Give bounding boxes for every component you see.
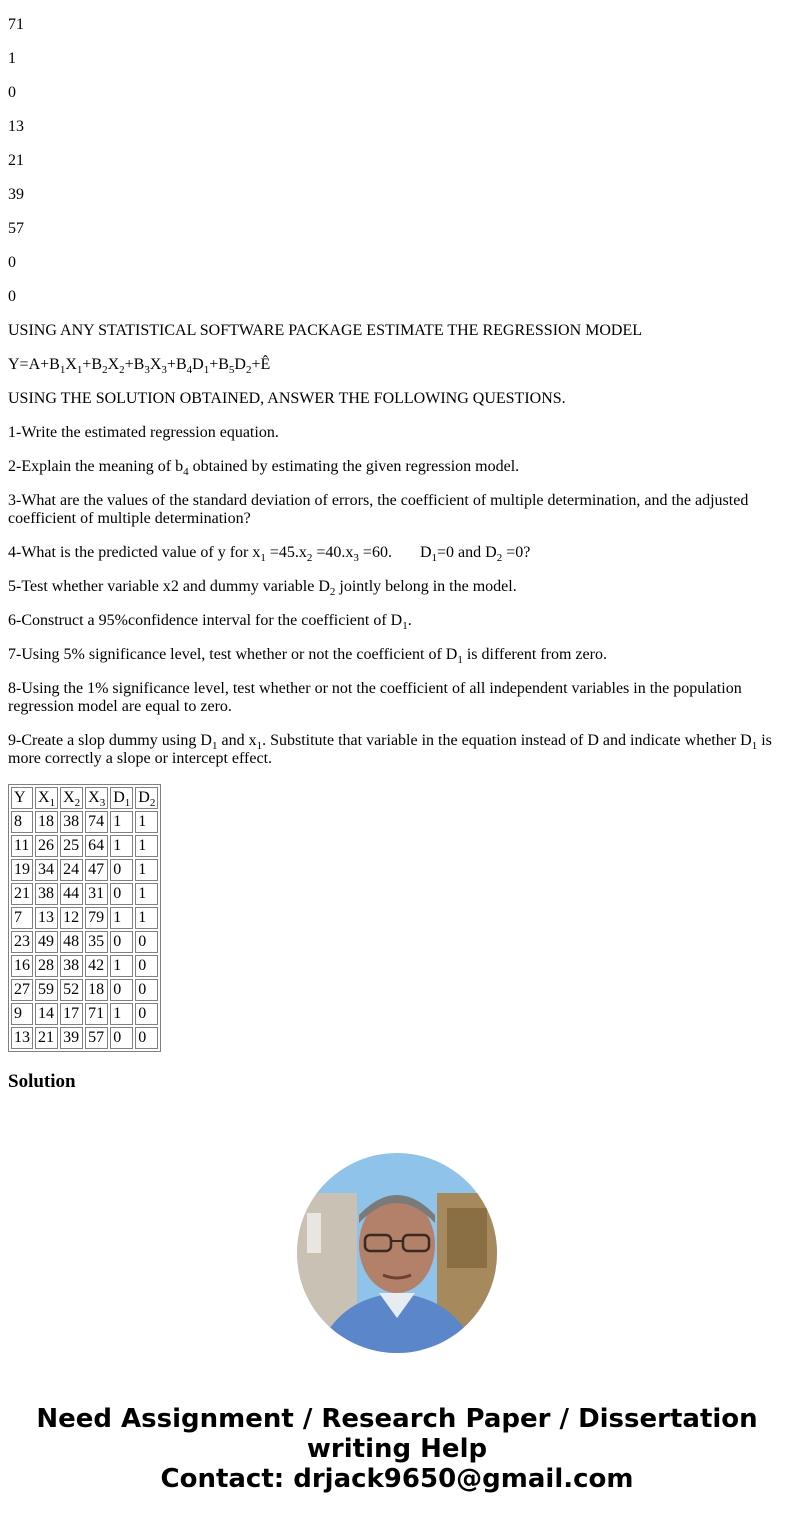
table-cell: 1: [110, 955, 133, 977]
column-header: $D_2$: [135, 787, 158, 809]
table-cell: 74: [85, 811, 108, 833]
table-row: [11, 955, 158, 977]
table-cell: 27: [11, 979, 33, 1001]
table-row: [11, 979, 158, 1001]
column-header: $X_2$: [60, 787, 83, 809]
table-cell: 0: [135, 955, 158, 977]
question-3: 3-What are the values of the standard deviation of errors, the coefficient of multiple determination, and the adjusted coefficient of multiple determination?: [8, 492, 749, 527]
top-number: 21: [8, 152, 24, 169]
table-cell: 17: [60, 1003, 83, 1025]
table-cell: 0: [110, 859, 133, 881]
table-cell: 1: [135, 811, 158, 833]
author-photo-illustration: [297, 1153, 497, 1353]
top-number: 13: [8, 118, 24, 135]
table-cell: 79: [85, 907, 108, 929]
question-7: 7-Using 5% significance level, test whether or not the coefficient of $D_1$ is different from zero.: [8, 646, 607, 666]
table-cell: 1: [110, 811, 133, 833]
table-cell: 16: [11, 955, 33, 977]
table-cell: 64: [85, 835, 108, 857]
instruction-text: USING ANY STATISTICAL SOFTWARE PACKAGE ESTIMATE THE REGRESSION MODEL: [8, 322, 643, 339]
top-number: 0: [8, 288, 16, 305]
table-cell: 24: [60, 859, 83, 881]
table-cell: 1: [110, 907, 133, 929]
table-cell: 23: [11, 931, 33, 953]
table-cell: 1: [135, 859, 158, 881]
question-1: 1-Write the estimated regression equation.: [8, 424, 279, 441]
table-cell: 18: [85, 979, 108, 1001]
table-cell: 21: [35, 1027, 58, 1049]
table-cell: 1: [110, 835, 133, 857]
table-cell: 19: [11, 859, 33, 881]
table-cell: 39: [60, 1027, 83, 1049]
table-cell: 11: [11, 835, 33, 857]
table-cell: 0: [110, 931, 133, 953]
table-cell: 12: [60, 907, 83, 929]
table-cell: 25: [60, 835, 83, 857]
table-cell: 28: [35, 955, 58, 977]
top-number: 0: [8, 254, 16, 271]
table-cell: 0: [135, 1003, 158, 1025]
table-cell: 0: [110, 883, 133, 905]
table-cell: 0: [135, 931, 158, 953]
table-cell: 49: [35, 931, 58, 953]
table-cell: 9: [11, 1003, 33, 1025]
question-2: 2-Explain the meaning of $b_4$ obtained by estimating the given regression model.: [8, 458, 520, 478]
column-header: $X_1$: [35, 787, 58, 809]
top-number: 0: [8, 84, 16, 101]
top-number: 39: [8, 186, 24, 203]
table-cell: 31: [85, 883, 108, 905]
table-row: [11, 883, 158, 905]
table-cell: 52: [60, 979, 83, 1001]
table-cell: 7: [11, 907, 33, 929]
top-number: 71: [8, 16, 24, 33]
table-cell: 38: [35, 883, 58, 905]
table-cell: 1: [135, 883, 158, 905]
table-cell: 34: [35, 859, 58, 881]
table-cell: 35: [85, 931, 108, 953]
column-header: Y: [11, 787, 33, 809]
promo-line-1: Need Assignment / Research Paper / Dissertation: [36, 1404, 758, 1434]
table-cell: 8: [11, 811, 33, 833]
table-cell: 59: [35, 979, 58, 1001]
table-cell: 57: [85, 1027, 108, 1049]
table-row: [11, 859, 158, 881]
table-row: [11, 811, 158, 833]
table-row: [11, 931, 158, 953]
table-cell: 18: [35, 811, 58, 833]
table-cell: 14: [35, 1003, 58, 1025]
table-cell: 71: [85, 1003, 108, 1025]
table-cell: 21: [11, 883, 33, 905]
table-cell: 48: [60, 931, 83, 953]
promo-banner: [0, 1404, 794, 1494]
table-cell: 1: [110, 1003, 133, 1025]
promo-line-2: writing Help: [306, 1434, 488, 1464]
regression-model-equation: $Y=A+B_1X_1+B_2X_2+B_3X_3+B_4D_1+B_5D_2+Ê$: [8, 356, 271, 376]
table-cell: 13: [11, 1027, 33, 1049]
table-row: [11, 907, 158, 929]
instruction-text-2: USING THE SOLUTION OBTAINED, ANSWER THE FOLLOWING QUESTIONS.: [8, 390, 566, 407]
question-6: 6-Construct a 95%confidence interval for the coefficient of $D_1$.: [8, 612, 412, 632]
promo-contact-line: Contact: drjack9650@gmail.com: [160, 1464, 634, 1494]
table-row: [11, 835, 158, 857]
top-number: 1: [8, 50, 16, 67]
table-cell: 0: [110, 1027, 133, 1049]
table-row: [11, 1027, 158, 1049]
table-cell: 42: [85, 955, 108, 977]
top-number: 57: [8, 220, 24, 237]
question-4: 4-What is the predicted value of y for $x_1 =45.x_2 =40.x_3 =60$. $D_1=0$ and $D_2 =0$?: [8, 544, 531, 564]
table-cell: 13: [35, 907, 58, 929]
table-cell: 0: [135, 979, 158, 1001]
table-cell: 26: [35, 835, 58, 857]
author-photo: [297, 1153, 497, 1353]
solution-heading: Solution: [8, 1071, 76, 1092]
data-table: [8, 784, 161, 1052]
table-cell: 0: [135, 1027, 158, 1049]
table-cell: 1: [135, 835, 158, 857]
table-row: [11, 1003, 158, 1025]
table-cell: 44: [60, 883, 83, 905]
question-9: 9-Create a slop dummy using $D_1$ and $x_1$. Substitute that variable in the equation instead of D and indicate whether $D_1$ is more correctly a slope or intercept effect.: [8, 732, 772, 767]
question-5: 5-Test whether variable x2 and dummy variable $D_2$ jointly belong in the model.: [8, 578, 517, 598]
top-number-list: [8, 16, 786, 306]
table-cell: 47: [85, 859, 108, 881]
table-cell: 38: [60, 811, 83, 833]
table-header-row: [11, 787, 158, 809]
table-cell: 38: [60, 955, 83, 977]
column-header: $X_3$: [85, 787, 108, 809]
column-header: $D_1$: [110, 787, 133, 809]
table-cell: 1: [135, 907, 158, 929]
table-cell: 0: [110, 979, 133, 1001]
question-8: 8-Using the 1% significance level, test whether or not the coefficient of all independent variables in the population regression model are equal to zero.: [8, 680, 742, 715]
